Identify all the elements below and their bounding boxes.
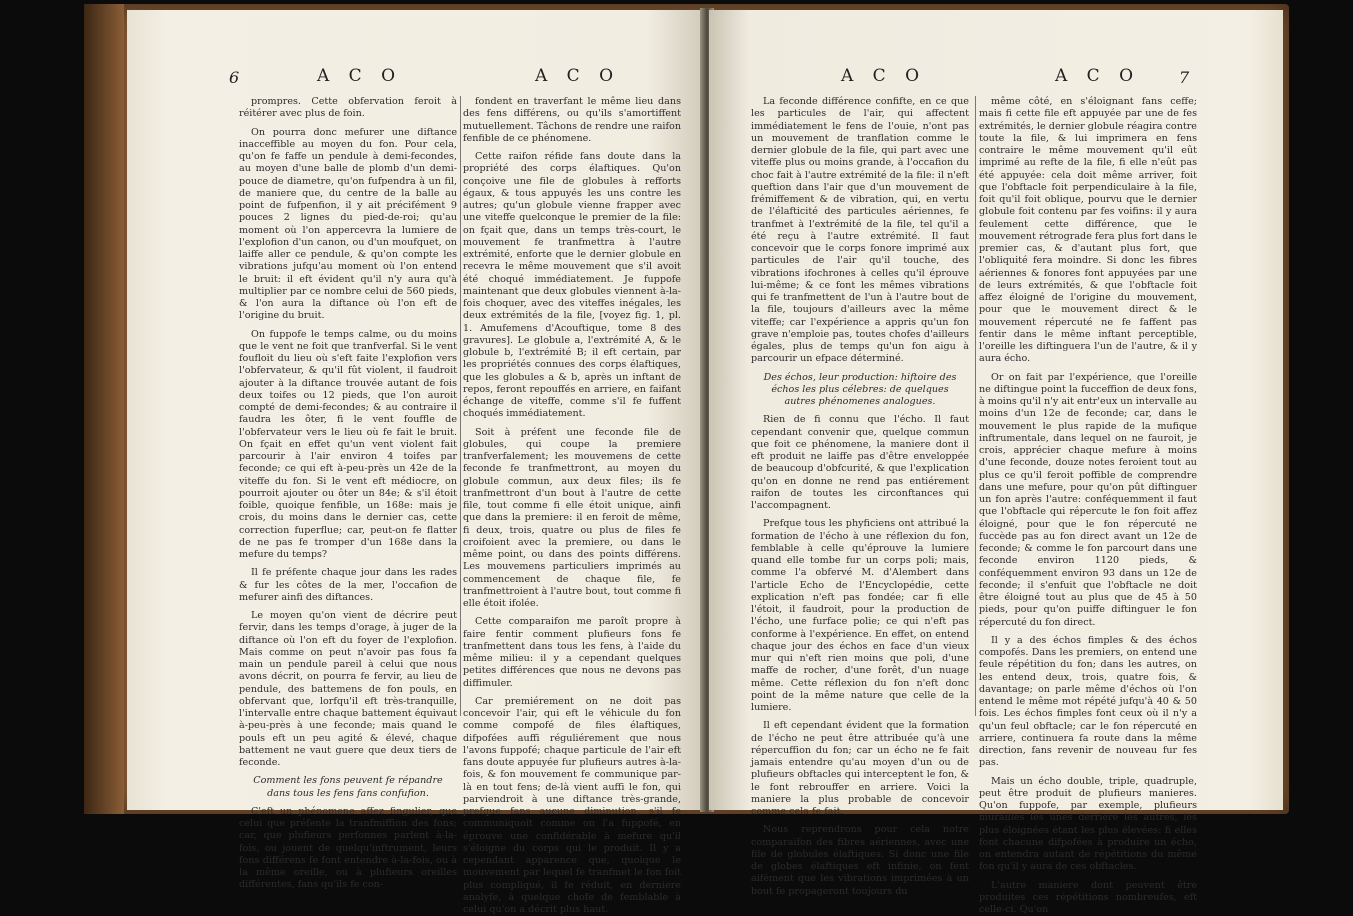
paragraph: Il eft cependant évident que la formation de l'écho ne peut être attribuée qu'à une répercuffion du fon; car un écho ne fe fait jamais entendre qu'au moyen d'un ou de plufieurs obftacles qui interceptent le fon, & le font rebrouffer en arriere. Voici la maniere la plus probable de concevoir comme cela fe fait.	[751, 720, 969, 818]
paragraph: Il fe préfente chaque jour dans les rades & fur les côtes de la mer, l'occafion de mefurer ainfi des diftances.	[239, 567, 457, 604]
paragraph: Soit à préfent une feconde file de globules, qui coupe la premiere tranfverfalement; les mouvemens de cette feconde fe tranfmettront, au moyen du globule commun, aux deux files; ils fe tranfmettront d'un bout à l'autre de cette file, tout comme fi elle étoit unique, ainfi que dans la premiere: il en feroit de même, fi deux, trois, quatre ou plus de files fe croifoient avec la premiere, ou dans le même point, ou dans des points différens. Les mouvemens particuliers imprimés au commencement de chaque file, fe tranfmettroient à l'autre bout, tout comme fi elle étoit ifolée.	[463, 427, 681, 611]
running-head: A C O	[1055, 66, 1140, 86]
paragraph: fondent en traverfant le même lieu dans des fens différens, ou qu'ils s'amortiffent mutuellement. Tâchons de rendre une raifon fenfible de ce phénomene.	[463, 96, 681, 145]
section-title: Comment les fons peuvent fe répandre dans tous les fens fans confufion.	[243, 775, 453, 800]
text-column-1	[751, 96, 969, 786]
page-number: 7	[1179, 68, 1189, 87]
text-column-2	[463, 96, 681, 786]
paragraph: Prefque tous les phyficiens ont attribué la formation de l'écho à une réflexion du fon, femblable à celle qu'éprouve la lumiere quand elle tombe fur un corps poli; mais, comme l'a obfervé M. d'Alembert dans l'article Echo de l'Encyclopédie, cette explication n'eft pas fondée; car fi elle l'étoit, il faudroit, pour la production de l'écho, une furface polie; ce qui n'eft pas conforme à l'expérience. En effet, on entend chaque jour des échos en face d'un vieux mur qui n'eft rien moins que poli, d'une maffe de rocher, d'une forêt, d'un nuage même. Cette réflexion du fon n'eft donc point de la même nature que celle de la lumiere.	[751, 518, 969, 714]
paragraph: On pourra donc mefurer une diftance inacceffible au moyen du fon. Pour cela, qu'on fe faffe un pendule à demi-fecondes, au moyen d'une balle de plomb d'un demi-pouce de diametre, qu'on fufpendra à un fil, de maniere que, du centre de la balle au point de fufpenfion, il y ait précifément 9 pouces 2 lignes du pied-de-roi; qu'au moment où l'on appercevra la lumiere de l'explofion d'un canon, ou d'un moufquet, on laiffe aller ce pendule, & qu'on compte les vibrations jufqu'au moment où l'on entend le bruit: il eft évident qu'il n'y aura qu'à multiplier par ce nombre celui de 560 pieds, & l'on aura la diftance où l'on eft de l'origine du bruit.	[239, 127, 457, 323]
paragraph: Cette raifon réfide fans doute dans la propriété des corps élaftiques. Qu'on conçoive une file de globules à refforts égaux, & tous appuyés les uns contre les autres; qu'un globule vienne frapper avec une viteffe quelconque le premier de la file: on fçait que, dans un temps très-court, le mouvement fe tranfmettra à l'autre extrémité, enforte que le dernier globule en recevra le même mouvement que s'il avoit été choqué immédiatement. Je fuppofe maintenant que deux globules viennent à-la-fois choquer, avec des viteffes inégales, les deux extrémités de la file, [voyez fig. 1, pl. 1. Amufemens d'Acouftique, tome 8 des gravures]. Le globule a, l'extrémité A, & le globule b, l'extrémité B; il eft certain, par les propriétés connues des corps élaftiques, que les globules a & b, après un inftant de repos, feront repouffés en arriere, en faifant échange de viteffe, comme s'il fe fuffent choqués immédiatement.	[463, 151, 681, 421]
paragraph: Il y a des échos fimples & des échos compofés. Dans les premiers, on entend une feule répétition du fon; dans les autres, on les entend deux, trois, quatre fois, & davantage; on parle même d'échos où l'on entend le même mot répété jufqu'à 40 & 50 fois. Les échos fimples font ceux où il n'y a qu'un feul obftacle; car le fon répercuté en arriere, continuera fa route dans la même direction, fans revenir de nouveau fur fes pas.	[979, 635, 1197, 770]
text-column-2	[979, 96, 1197, 786]
text-column-1	[239, 96, 457, 786]
column-rule	[975, 96, 976, 716]
paragraph: Nous reprendrons pour cela notre comparaifon des fibres aériennes, avec une file de globules élaftiques. Si donc une file de globes élaftiques eft infinie, on fent aifément que les vibrations imprimées à un bout fe propageront toujours du	[751, 824, 969, 898]
running-head: A C O	[535, 66, 620, 86]
paragraph: L'autre maniere dont peuvent être produites ces répétitions nombreufes, eft celle-ci. Qu'on	[979, 880, 1197, 916]
paragraph: Rien de fi connu que l'écho. Il faut cependant convenir que, quelque commun que foit ce phénomene, la maniere dont il eft produit ne laiffe pas d'être enveloppée de beaucoup d'obfcurité, & que l'explication qu'on en donne ne rend pas entiérement raifon de toutes les circonftances qui l'accompagnent.	[751, 414, 969, 512]
paragraph: La feconde différence confifte, en ce que les particules de l'air, qui affectent immédiatement le fens de l'ouie, n'ont pas un mouvement de tranflation comme le dernier globule de la file, qui part avec une viteffe plus ou moins grande, à l'occafion du choc fait à l'autre extrémité de la file: il n'eft queftion dans l'air que d'un mouvement de frémiffement & de vibration, qui, en vertu de l'élafticité des particules aériennes, fe tranfmet à l'extrémité de la file, tel qu'il a été reçu à l'autre extrémité. Il faut concevoir que le corps fonore imprimé aux particules de l'air qu'il touche, des vibrations ifochrones à celles qu'il éprouve lui-même; & ce font les mêmes vibrations qui fe tranfmettent de l'un à l'autre bout de la file, toujours d'ailleurs avec la même viteffe; car l'expérience a appris qu'un fon grave n'emploie pas, toutes chofes d'ailleurs égales, plus de temps qu'un fon aigu à parcourir un efpace déterminé.	[751, 96, 969, 366]
paragraph: prompres. Cette obfervation feroit à réitérer avec plus de foin.	[239, 96, 457, 121]
running-head: A C O	[841, 66, 926, 86]
section-title: Des échos, leur production: hiftoire des échos les plus célebres: de quelques autres phénomenes analogues.	[755, 372, 965, 409]
paragraph: Cette comparaifon me paroît propre à faire fentir comment plufieurs fons fe tranfmettent dans tous les fens, à l'aide du même milieu: il y a cependant quelques petites différences que nous ne devons pas diffimuler.	[463, 616, 681, 690]
paragraph: On fuppofe le temps calme, ou du moins que le vent ne foit que tranfverfal. Si le vent foufloit du lieu où s'eft faite l'explofion vers l'obfervateur, & qu'il fût violent, il faudroit ajouter à la diftance trouvée autant de fois deux toifes ou 12 pieds, que l'on auroit compté de demi-fecondes; & au contraire il faudra les ôter, fi le vent fouffle de l'obfervateur vers le lieu où fe fait le bruit. On fçait en effet qu'un vent violent fait parcourir à l'air environ 4 toifes par feconde; ce qui eft à-peu-près un 42e de la viteffe du fon. Si le vent eft médiocre, on pourroit ajouter ou ôter un 84e; & s'il étoit foible, quoique fenfible, un 168e: mais je crois, du moins dans le dernier cas, cette correction fuperflue; car, peut-on fe flatter de ne pas fe tromper d'un 168e dans la mefure du temps?	[239, 329, 457, 562]
left-page	[127, 10, 707, 810]
running-head: A C O	[317, 66, 402, 86]
paragraph: Or on fait par l'expérience, que l'oreille ne diftingue point la fucceffion de deux fons, à moins qu'il n'y ait entr'eux un intervalle au moins d'un 12e de feconde; car, dans le mouvement le plus rapide de la mufique inftrumentale, dans lequel on ne fauroit, je crois, apprécier chaque mefure à moins d'une feconde, douze notes feroient tout au plus ce qu'il feroit poffible de comprendre dans une mefure, pour qu'on pût diftinguer un fon après l'autre: conféquemment il faut que l'obftacle qui répercute le fon foit affez éloigné, pour que le fon répercuté ne fuccède pas au fon direct avant un 12e de feconde; & comme le fon parcourt dans une feconde environ 1120 pieds, & conféquemment environ 93 dans un 12e de feconde; il s'enfuit que l'obftacle ne doit être éloigné tout au plus que de 45 à 50 pieds, pour qu'on puiffe diftinguer le fon répercuté du fon direct.	[979, 372, 1197, 629]
paragraph: Car premiérement on ne doit pas concevoir l'air, qui eft le véhicule du fon comme compofé de files élaftiques, difpofées auffi réguliérement que nous l'avons fuppofé; chaque particule de l'air eft fans doute appuyée fur plufieurs autres à-la-fois, & fon mouvement fe communique par-là en tout fens; de-là vient auffi le fon, qui parviendroit à une diftance très-grande, prefque fans aucune diminution, s'il fe communiquoit comme on l'a fuppofé, en éprouve une confidérable à mefure qu'il s'éloigne du corps qui le produit. Il y a cependant apparence que, quoique le mouvement par lequel fe tranfmet le fon foit plus compliqué, il fe réduit, en derniere analyfe, à quelque chofe de femblable à celui qu'on a décrit plus haut.	[463, 696, 681, 916]
column-rule	[460, 96, 461, 716]
paragraph: C'eft un phénomene affez fingulier, que celui que préfente la tranfmiffion des fons; car, que plufieurs perfonnes parlent à-la-fois, ou jouent de quelqu'inftrument, leurs fons différens fe font entendre à-la-fois, ou à la même oreille, ou à plufieurs oreilles différentes, fans qu'ils fe con-	[239, 806, 457, 892]
page-number: 6	[229, 68, 239, 87]
right-page	[709, 10, 1283, 810]
paragraph: Le moyen qu'on vient de décrire peut fervir, dans les temps d'orage, à juger de la diftance où l'on eft du foyer de l'explofion. Mais comme on peut n'avoir pas fous fa main un pendule pareil à celui que nous avons décrit, on pourra fe fervir, au lieu de pendule, des battemens de fon pouls, en obfervant que, lorfqu'il eft très-tranquille, l'intervalle entre chaque battement équivaut à-peu-près à une feconde; mais quand le pouls eft un peu agité & élevé, chaque battement ne vaut guere que deux tiers de feconde.	[239, 610, 457, 769]
paragraph: Mais un écho double, triple, quadruple, peut être produit de plufieurs manieres. Qu'on fuppofe, par exemple, plufieurs murailles les unes derriere les autres, les plus éloignées étant les plus élevées: fi elles font chacune difpofées à produire un écho, on entendra autant de répétitions du même fon qu'il y aura de ces obftacles.	[979, 776, 1197, 874]
paragraph: même côté, en s'éloignant fans ceffe; mais fi cette file eft appuyée par une de fes extrémités, le dernier globule réagira contre toute la file, & lui imprimera en fens contraire le même mouvement qu'il eût imprimé au refte de la file, fi elle n'eût pas été appuyée: cela doit même arriver, foit que l'obftacle foit perpendiculaire à la file, foit qu'il foit oblique, pourvu que le dernier globule foit contenu par fes voifins: il y aura feulement cette différence, que le mouvement rétrograde fera plus fort dans le premier cas, & d'autant plus fort, que l'obliquité fera moindre. Si donc les fibres aériennes & fonores font appuyées par une de leurs extrémités, & que l'obftacle foit affez éloigné de l'origine du mouvement, pour que le mouvement direct & le mouvement répercuté ne fe faffent pas fentir dans le même inftant perceptible, l'oreille les diftinguera l'un de l'autre, & il y aura écho.	[979, 96, 1197, 366]
